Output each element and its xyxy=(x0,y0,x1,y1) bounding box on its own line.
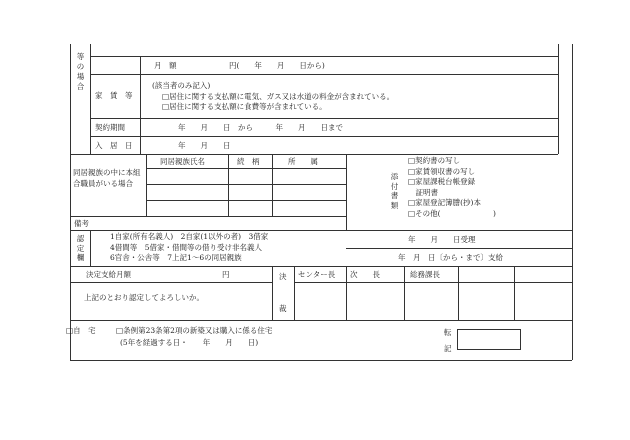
rent-amount: 月 額 円( 年 月 日から) xyxy=(154,61,325,70)
transfer-2: 記 xyxy=(444,344,452,353)
line xyxy=(146,168,346,169)
rent-note-2: □居住に関する支払額に食費等が含まれている。 xyxy=(162,102,327,111)
frame-right xyxy=(572,44,573,360)
kessai-2: 裁 xyxy=(279,304,287,313)
article-note: (5年を経過する日・ 年 月 日) xyxy=(120,338,259,347)
self-home-checkbox[interactable]: □自 宅 xyxy=(66,326,96,335)
contract-value: 年 月 日 から 年 月 日まで xyxy=(178,123,343,132)
decision-statement: 上記のとおり認定してよろしいか。 xyxy=(84,293,204,302)
line xyxy=(294,266,295,320)
line xyxy=(70,266,572,267)
line xyxy=(140,56,141,154)
line xyxy=(294,282,572,283)
received-date: 年 月 日受理 xyxy=(408,235,476,244)
left-header-1: 等の xyxy=(76,52,85,71)
move-in-value: 年 月 日 xyxy=(178,141,231,150)
line xyxy=(346,248,572,249)
col-cohabitant-name: 同居親族氏名 xyxy=(160,157,205,166)
rent-label: 家 賃 等 xyxy=(95,91,133,100)
center-chief-label: センター長 xyxy=(298,270,336,279)
line xyxy=(70,320,572,321)
left-header-2: 場合 xyxy=(76,72,85,91)
line xyxy=(146,184,346,185)
line xyxy=(146,200,346,201)
kessai-1: 決 xyxy=(279,272,287,281)
line xyxy=(346,154,347,230)
line xyxy=(90,74,558,75)
line xyxy=(90,136,558,137)
line xyxy=(90,56,558,57)
line xyxy=(514,266,515,320)
certification-line: 4借間等 5借家・借間等の借り受け非名義人 xyxy=(110,242,263,252)
decision-amount-unit: 円 xyxy=(222,270,230,279)
certification-label: 認定欄 xyxy=(76,234,85,262)
line xyxy=(70,154,558,155)
attachments-label: 添付書類 xyxy=(390,172,399,210)
section-chief-label: 次 長 xyxy=(350,270,380,279)
decision-amount-label: 決定支給月額 xyxy=(86,270,131,279)
frame-left xyxy=(70,44,71,360)
line xyxy=(272,154,273,216)
line xyxy=(90,44,91,154)
attachment-item: □その他( ) xyxy=(408,208,496,218)
rent-note-1: □居住に関する支払額に電気、ガス又は水道の料金が含まれている。 xyxy=(162,91,395,101)
payment-date: 年 月 日〔から・まで〕支給 xyxy=(398,253,503,262)
remarks-label: 備考 xyxy=(74,219,89,228)
rent-note-title: (該当者のみ記入) xyxy=(152,81,211,90)
line xyxy=(228,154,229,216)
line xyxy=(272,266,273,320)
col-affiliation: 所 属 xyxy=(288,157,318,166)
attachment-item: □契約書の写し xyxy=(408,156,461,165)
certification-lines xyxy=(110,232,268,264)
certification-line: 6官舎・公舎等 7上記1～6の同居親族 xyxy=(110,253,242,262)
general-manager-label: 総務課長 xyxy=(410,270,440,279)
line xyxy=(346,266,347,320)
certification-line: 1自家(所有名義人) 2自家(1以外の者) 3借家 xyxy=(110,232,269,241)
attachment-item: □家賃領収書の写し xyxy=(408,166,476,176)
line xyxy=(90,230,91,266)
attachment-item: □家屋登記簿謄(抄)本 xyxy=(408,198,481,207)
line xyxy=(90,118,558,119)
transfer-box[interactable] xyxy=(457,329,521,350)
line xyxy=(146,154,147,216)
frame-bottom xyxy=(70,360,572,361)
line xyxy=(558,44,559,154)
cohabitant-side-label: 同居親族の中に本組合職員がいる場合 xyxy=(73,168,141,188)
col-relation: 続 柄 xyxy=(237,157,260,166)
rent-notes xyxy=(152,81,394,113)
attachment-item: □家屋課税台帳登録 xyxy=(408,177,476,186)
transfer-1: 転 xyxy=(444,328,452,337)
line xyxy=(70,216,346,217)
contract-label: 契約期間 xyxy=(95,123,125,132)
line xyxy=(458,266,459,320)
line xyxy=(70,282,272,283)
line xyxy=(70,230,572,231)
attachments-list xyxy=(408,156,496,219)
attachment-item: 証明書 xyxy=(408,187,438,197)
line xyxy=(404,266,405,320)
article-checkbox[interactable]: □条例第23条第2項の新築又は購入に係る住宅 xyxy=(116,326,273,335)
move-in-label: 入 居 日 xyxy=(95,141,133,150)
